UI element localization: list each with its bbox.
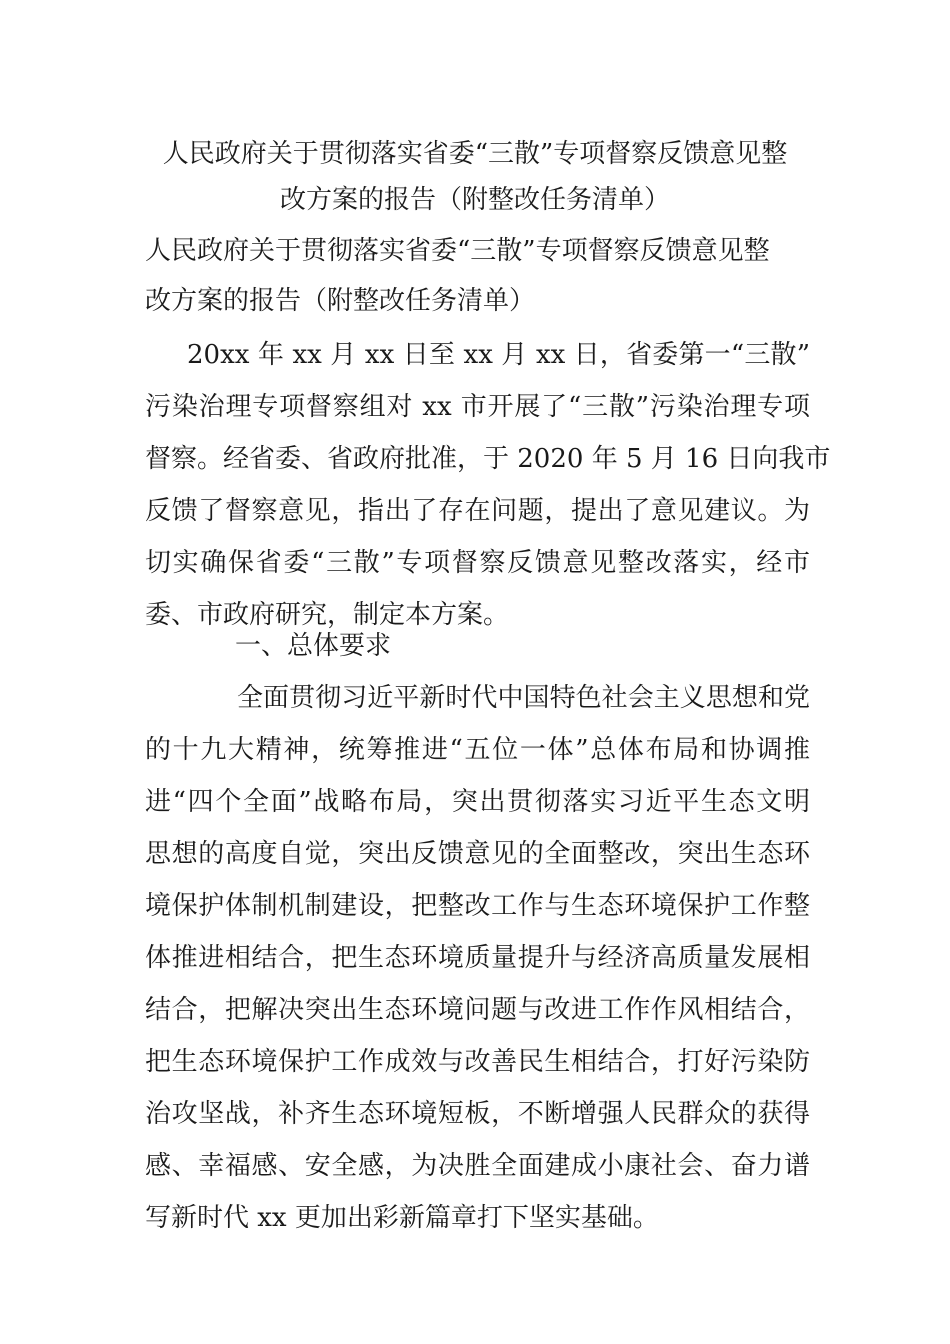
section1-line: 把生态环境保护工作成效与改善民生相结合，打好污染防	[145, 1047, 810, 1077]
intro-paragraph	[145, 329, 831, 641]
section-heading: 一、总体要求	[235, 631, 392, 661]
repeated-title-line-2: 改方案的报告（附整改任务清单）	[145, 286, 536, 316]
section1-line: 全面贯彻习近平新时代中国特色社会主义思想和党	[237, 683, 810, 713]
intro-line: 反馈了督察意见，指出了存在问题，提出了意见建议。为	[145, 496, 810, 526]
section1-line: 思想的高度自觉，突出反馈意见的全面整改，突出生态环	[145, 839, 810, 869]
section1-line: 结合，把解决突出生态环境问题与改进工作作风相结合，	[145, 995, 810, 1025]
intro-line: 20xx 年 xx 月 xx 日至 xx 月 xx 日，省委第一“三散”	[187, 340, 810, 370]
section1-line: 治攻坚战，补齐生态环境短板，不断增强人民群众的获得	[145, 1099, 810, 1129]
section1-line: 进“四个全面”战略布局，突出贯彻落实习近平生态文明	[145, 787, 810, 817]
intro-line: 污染治理专项督察组对 xx 市开展了“三散”污染治理专项	[145, 392, 810, 422]
section1-line: 感、幸福感、安全感，为决胜全面建成小康社会、奋力谱	[145, 1151, 810, 1181]
repeated-title	[145, 226, 810, 326]
section1-line: 体推进相结合，把生态环境质量提升与经济高质量发展相	[145, 943, 810, 973]
section1-line: 写新时代 xx 更加出彩新篇章打下坚实基础。	[145, 1203, 659, 1233]
intro-line: 委、市政府研究，制定本方案。	[145, 600, 510, 630]
intro-line: 督察。经省委、省政府批准，于 2020 年 5 月 16 日向我市	[145, 444, 831, 474]
section1-paragraph	[145, 672, 810, 1244]
intro-line: 切实确保省委“三散”专项督察反馈意见整改落实，经市	[145, 548, 810, 578]
repeated-title-line-1: 人民政府关于贯彻落实省委“三散”专项督察反馈意见整	[145, 236, 770, 266]
section1-line: 的十九大精神，统筹推进“五位一体”总体布局和协调推	[145, 735, 810, 765]
section1-line: 境保护体制机制建设，把整改工作与生态环境保护工作整	[145, 891, 810, 921]
document-title-line-1: 人民政府关于贯彻落实省委“三散”专项督察反馈意见整	[162, 139, 788, 169]
document-title-line-2: 改方案的报告（附整改任务清单）	[279, 185, 670, 215]
